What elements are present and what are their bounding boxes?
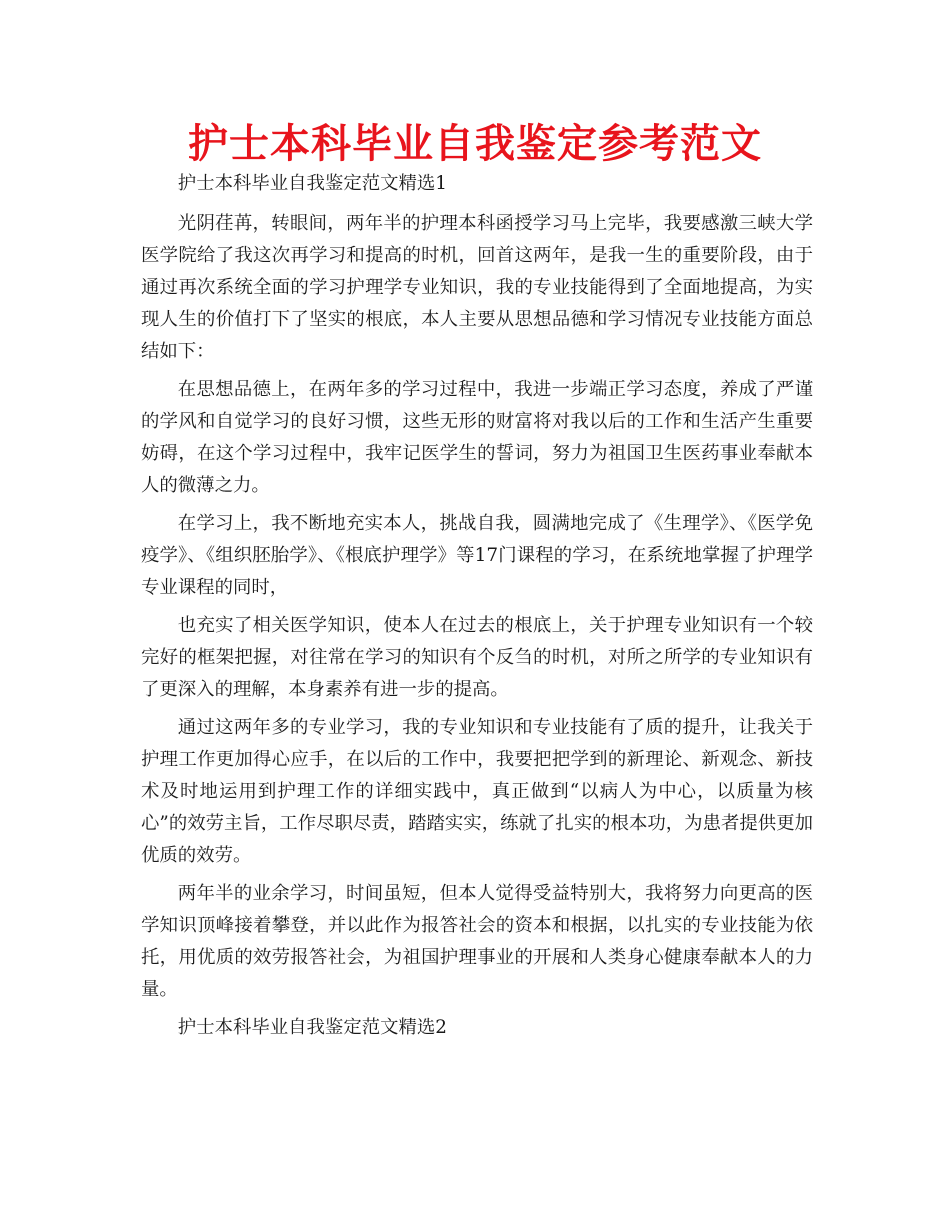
section-heading-2: 护士本科毕业自我鉴定范文精选2	[177, 1017, 447, 1038]
section-heading-1: 护士本科毕业自我鉴定范文精选1	[177, 173, 447, 194]
document-body	[141, 168, 813, 1052]
paragraph-intro: 光阴荏苒，转眼间，两年半的护理本科函授学习马上完毕，我要感激三峡大学医学院给了我这次再学习和提高的时机，回首这两年，是我一生的重要阶段，由于通过再次系统全面的学习护理学专业知识，我的专业技能得到了全面地提高，为实现人生的价值打下了坚实的根底，本人主要从思想品德和学习情况专业技能方面总结如下：	[141, 213, 813, 362]
paragraph-medical-knowledge: 也充实了相关医学知识，使本人在过去的根底上，关于护理专业知识有一个较完好的框架把握，对往常在学习的知识有个反刍的时机，对所之所学的专业知识有了更深入的理解，本身素养有进一步的提高。	[141, 615, 813, 700]
paragraph-conclusion: 两年半的业余学习，时间虽短，但本人觉得受益特别大，我将努力向更高的医学知识顶峰接着攀登，并以此作为报答社会的资本和根据，以扎实的专业技能为依托，用优质的效劳报答社会，为祖国护理事业的开展和人类身心健康奉献本人的力量。	[141, 883, 813, 1000]
document-title: 护士本科毕业自我鉴定参考范文	[188, 121, 762, 167]
paragraph-moral-character: 在思想品德上，在两年多的学习过程中，我进一步端正学习态度，养成了严谨的学风和自觉学习的良好习惯，这些无形的财富将对我以后的工作和生活产生重要妨碍，在这个学习过程中，我牢记医学生的誓词，努力为祖国卫生医药事业奉献本人的微薄之力。	[141, 379, 813, 496]
paragraph-study: 在学习上，我不断地充实本人，挑战自我，圆满地完成了《生理学》、《医学免疫学》、《组织胚胎学》、《根底护理学》等17门课程的学习，在系统地掌握了护理学专业课程的同时，	[141, 513, 813, 598]
paragraph-professional-skills: 通过这两年多的专业学习，我的专业知识和专业技能有了质的提升，让我关于护理工作更加得心应手，在以后的工作中，我要把把学到的新理论、新观念、新技术及时地运用到护理工作的详细实践中，真正做到“以病人为中心，以质量为核心”的效劳主旨，工作尽职尽责，踏踏实实，练就了扎实的根本功，为患者提供更加优质的效劳。	[141, 717, 813, 866]
